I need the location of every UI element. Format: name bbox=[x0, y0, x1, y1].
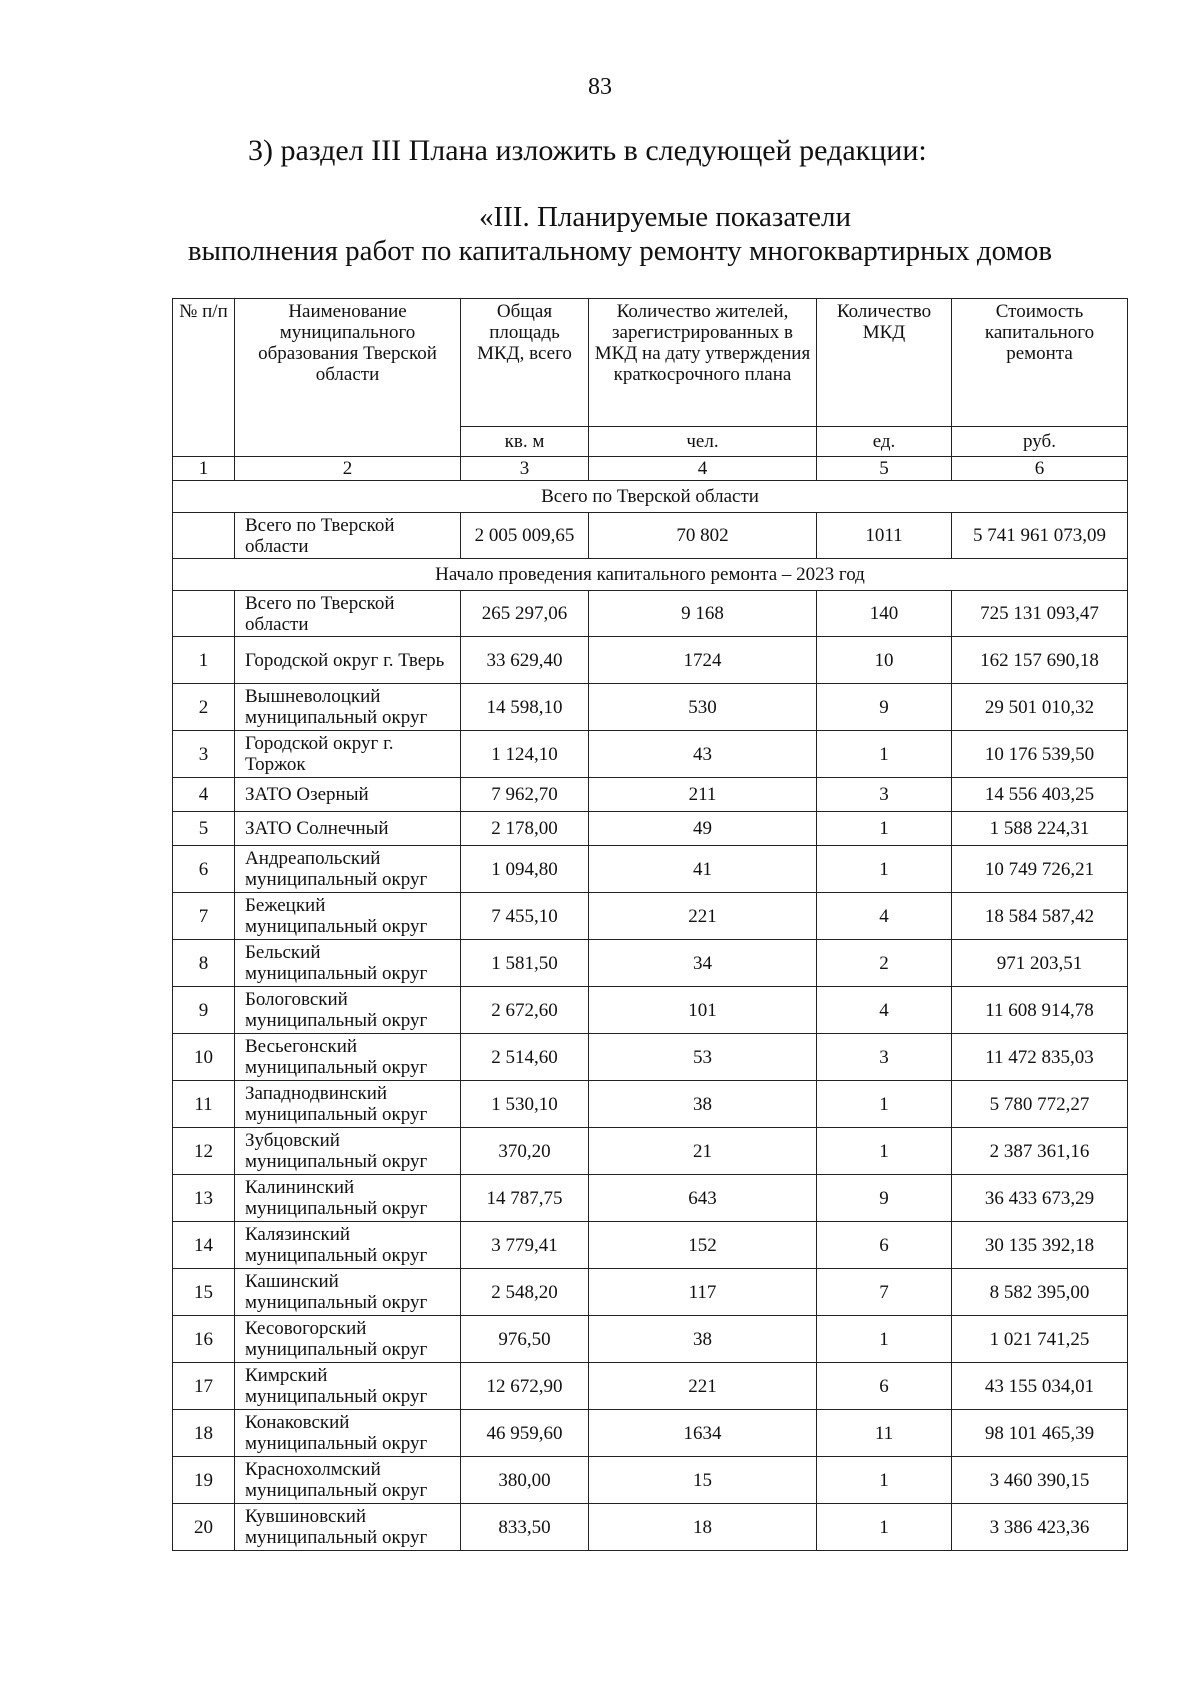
table-row bbox=[173, 1034, 1128, 1081]
row-mkd-count: 1 bbox=[817, 1316, 952, 1363]
section-heading-all: Всего по Тверской области bbox=[173, 481, 1128, 513]
row-area: 2 548,20 bbox=[461, 1269, 589, 1316]
row-cost: 43 155 034,01 bbox=[952, 1363, 1128, 1410]
row-num: 17 bbox=[173, 1363, 235, 1410]
instruction-text: 3) раздел III Плана изложить в следующей редакции: bbox=[248, 134, 927, 167]
row-num: 9 bbox=[173, 987, 235, 1034]
table-row bbox=[173, 846, 1128, 893]
row-name: Городской округ г. Тверь bbox=[235, 637, 461, 684]
row-mkd-count: 1 bbox=[817, 812, 952, 846]
row-mkd-count: 3 bbox=[817, 778, 952, 812]
unit-mkd-count: ед. bbox=[817, 427, 952, 457]
row-area: 976,50 bbox=[461, 1316, 589, 1363]
row-cost: 2 387 361,16 bbox=[952, 1128, 1128, 1175]
column-number: 4 bbox=[589, 457, 817, 481]
table-row bbox=[173, 1175, 1128, 1222]
header-row bbox=[173, 299, 1128, 427]
row-mkd-count: 6 bbox=[817, 1222, 952, 1269]
row-residents: 43 bbox=[589, 731, 817, 778]
row-mkd-count: 11 bbox=[817, 1410, 952, 1457]
row-name: Андреапольский муниципальный округ bbox=[235, 846, 461, 893]
table-row bbox=[173, 1128, 1128, 1175]
row-num: 11 bbox=[173, 1081, 235, 1128]
row-num: 15 bbox=[173, 1269, 235, 1316]
table-row bbox=[173, 893, 1128, 940]
row-num: 4 bbox=[173, 778, 235, 812]
row-mkd-count: 9 bbox=[817, 684, 952, 731]
row-num: 7 bbox=[173, 893, 235, 940]
grand-total-cost: 5 741 961 073,09 bbox=[952, 513, 1128, 559]
column-numbers-row bbox=[173, 457, 1128, 481]
row-num: 5 bbox=[173, 812, 235, 846]
row-cost: 11 472 835,03 bbox=[952, 1034, 1128, 1081]
row-mkd-count: 1 bbox=[817, 1504, 952, 1551]
row-residents: 643 bbox=[589, 1175, 817, 1222]
row-residents: 117 bbox=[589, 1269, 817, 1316]
row-name: Кимрский муниципальный округ bbox=[235, 1363, 461, 1410]
row-num: 2 bbox=[173, 684, 235, 731]
row-cost: 971 203,51 bbox=[952, 940, 1128, 987]
row-num: 1 bbox=[173, 637, 235, 684]
row-name: Конаковский муниципальный округ bbox=[235, 1410, 461, 1457]
row-cost: 3 386 423,36 bbox=[952, 1504, 1128, 1551]
row-mkd-count: 4 bbox=[817, 987, 952, 1034]
row-area: 33 629,40 bbox=[461, 637, 589, 684]
table-row bbox=[173, 940, 1128, 987]
row-area: 1 581,50 bbox=[461, 940, 589, 987]
row-residents: 49 bbox=[589, 812, 817, 846]
column-number: 2 bbox=[235, 457, 461, 481]
row-name: Калязинский муниципальный округ bbox=[235, 1222, 461, 1269]
grand-total-area: 2 005 009,65 bbox=[461, 513, 589, 559]
row-residents: 1634 bbox=[589, 1410, 817, 1457]
row-num: 14 bbox=[173, 1222, 235, 1269]
row-area: 833,50 bbox=[461, 1504, 589, 1551]
header-mkd-count: Количество МКД bbox=[817, 299, 952, 427]
section-title bbox=[0, 200, 1200, 268]
row-name: ЗАТО Солнечный bbox=[235, 812, 461, 846]
row-num: 8 bbox=[173, 940, 235, 987]
grand-total-name: Всего по Тверской области bbox=[235, 513, 461, 559]
row-area: 46 959,60 bbox=[461, 1410, 589, 1457]
row-mkd-count: 6 bbox=[817, 1363, 952, 1410]
row-area: 380,00 bbox=[461, 1457, 589, 1504]
row-cost: 98 101 465,39 bbox=[952, 1410, 1128, 1457]
row-num: 13 bbox=[173, 1175, 235, 1222]
row-residents: 38 bbox=[589, 1081, 817, 1128]
row-name: Кашинский муниципальный округ bbox=[235, 1269, 461, 1316]
row-mkd-count: 1 bbox=[817, 846, 952, 893]
row-cost: 1 588 224,31 bbox=[952, 812, 1128, 846]
row-cost: 1 021 741,25 bbox=[952, 1316, 1128, 1363]
row-area: 3 779,41 bbox=[461, 1222, 589, 1269]
row-name: Западнодвинский муниципальный округ bbox=[235, 1081, 461, 1128]
unit-cost: руб. bbox=[952, 427, 1128, 457]
row-num: 10 bbox=[173, 1034, 235, 1081]
table-header bbox=[173, 299, 1128, 457]
header-name: Наименование муниципального образования Тверской области bbox=[235, 299, 461, 457]
row-name: Бежецкий муниципальный округ bbox=[235, 893, 461, 940]
row-area: 14 598,10 bbox=[461, 684, 589, 731]
total-2023-residents: 9 168 bbox=[589, 591, 817, 637]
total-2023-name: Всего по Тверской области bbox=[235, 591, 461, 637]
grand-total-row bbox=[173, 513, 1128, 559]
row-cost: 5 780 772,27 bbox=[952, 1081, 1128, 1128]
row-mkd-count: 10 bbox=[817, 637, 952, 684]
column-number: 1 bbox=[173, 457, 235, 481]
row-num: 6 bbox=[173, 846, 235, 893]
grand-total-residents: 70 802 bbox=[589, 513, 817, 559]
table-row bbox=[173, 1081, 1128, 1128]
row-residents: 221 bbox=[589, 1363, 817, 1410]
column-number: 6 bbox=[952, 457, 1128, 481]
table-row bbox=[173, 812, 1128, 846]
row-cost: 11 608 914,78 bbox=[952, 987, 1128, 1034]
row-residents: 530 bbox=[589, 684, 817, 731]
row-residents: 21 bbox=[589, 1128, 817, 1175]
unit-area: кв. м bbox=[461, 427, 589, 457]
row-area: 2 178,00 bbox=[461, 812, 589, 846]
row-cost: 30 135 392,18 bbox=[952, 1222, 1128, 1269]
header-num: № п/п bbox=[173, 299, 235, 457]
row-name: Калининский муниципальный округ bbox=[235, 1175, 461, 1222]
row-name: Кувшиновский муниципальный округ bbox=[235, 1504, 461, 1551]
table-row bbox=[173, 731, 1128, 778]
header-cost: Стоимость капитального ремонта bbox=[952, 299, 1128, 427]
row-residents: 221 bbox=[589, 893, 817, 940]
table-row bbox=[173, 1269, 1128, 1316]
section-row-all bbox=[173, 481, 1128, 513]
row-residents: 41 bbox=[589, 846, 817, 893]
grand-total-num bbox=[173, 513, 235, 559]
total-2023-area: 265 297,06 bbox=[461, 591, 589, 637]
total-2023-cost: 725 131 093,47 bbox=[952, 591, 1128, 637]
row-num: 20 bbox=[173, 1504, 235, 1551]
row-mkd-count: 7 bbox=[817, 1269, 952, 1316]
header-area: Общая площадь МКД, всего bbox=[461, 299, 589, 427]
table-row bbox=[173, 1410, 1128, 1457]
row-area: 370,20 bbox=[461, 1128, 589, 1175]
row-area: 1 094,80 bbox=[461, 846, 589, 893]
row-residents: 18 bbox=[589, 1504, 817, 1551]
table-row bbox=[173, 637, 1128, 684]
row-mkd-count: 1 bbox=[817, 1457, 952, 1504]
row-mkd-count: 1 bbox=[817, 1081, 952, 1128]
row-name: Краснохолмский муниципальный округ bbox=[235, 1457, 461, 1504]
row-area: 2 514,60 bbox=[461, 1034, 589, 1081]
row-cost: 29 501 010,32 bbox=[952, 684, 1128, 731]
row-mkd-count: 3 bbox=[817, 1034, 952, 1081]
row-cost: 10 749 726,21 bbox=[952, 846, 1128, 893]
section-row-2023 bbox=[173, 559, 1128, 591]
row-residents: 38 bbox=[589, 1316, 817, 1363]
row-num: 18 bbox=[173, 1410, 235, 1457]
row-cost: 8 582 395,00 bbox=[952, 1269, 1128, 1316]
total-2023-mkd-count: 140 bbox=[817, 591, 952, 637]
row-num: 12 bbox=[173, 1128, 235, 1175]
table-row bbox=[173, 1504, 1128, 1551]
table-row bbox=[173, 987, 1128, 1034]
page-number: 83 bbox=[588, 74, 612, 100]
row-cost: 18 584 587,42 bbox=[952, 893, 1128, 940]
total-2023-row bbox=[173, 591, 1128, 637]
row-name: Зубцовский муниципальный округ bbox=[235, 1128, 461, 1175]
column-number: 3 bbox=[461, 457, 589, 481]
row-area: 7 455,10 bbox=[461, 893, 589, 940]
row-area: 1 124,10 bbox=[461, 731, 589, 778]
section-title-line-1: «III. Планируемые показатели bbox=[478, 201, 851, 233]
row-residents: 34 bbox=[589, 940, 817, 987]
row-area: 14 787,75 bbox=[461, 1175, 589, 1222]
row-mkd-count: 1 bbox=[817, 1128, 952, 1175]
row-name: Кесовогорский муниципальный округ bbox=[235, 1316, 461, 1363]
unit-residents: чел. bbox=[589, 427, 817, 457]
row-num: 16 bbox=[173, 1316, 235, 1363]
row-cost: 14 556 403,25 bbox=[952, 778, 1128, 812]
row-name: Городской округ г. Торжок bbox=[235, 731, 461, 778]
row-residents: 211 bbox=[589, 778, 817, 812]
row-num: 3 bbox=[173, 731, 235, 778]
row-cost: 10 176 539,50 bbox=[952, 731, 1128, 778]
row-area: 7 962,70 bbox=[461, 778, 589, 812]
row-residents: 53 bbox=[589, 1034, 817, 1081]
table-row bbox=[173, 1316, 1128, 1363]
row-mkd-count: 1 bbox=[817, 731, 952, 778]
row-cost: 162 157 690,18 bbox=[952, 637, 1128, 684]
row-name: ЗАТО Озерный bbox=[235, 778, 461, 812]
table-row bbox=[173, 1222, 1128, 1269]
row-area: 12 672,90 bbox=[461, 1363, 589, 1410]
section-heading-2023: Начало проведения капитального ремонта – 2023 год bbox=[173, 559, 1128, 591]
table-row bbox=[173, 1363, 1128, 1410]
table-row bbox=[173, 1457, 1128, 1504]
table-body bbox=[173, 457, 1128, 1551]
row-name: Весьегонский муниципальный округ bbox=[235, 1034, 461, 1081]
capital-repair-plan-table bbox=[172, 298, 1128, 1551]
row-cost: 36 433 673,29 bbox=[952, 1175, 1128, 1222]
header-residents: Количество жителей, зарегистрированных в МКД на дату утверждения краткосрочного плана bbox=[589, 299, 817, 427]
row-residents: 1724 bbox=[589, 637, 817, 684]
total-2023-num bbox=[173, 591, 235, 637]
row-mkd-count: 9 bbox=[817, 1175, 952, 1222]
section-title-line-2: выполнения работ по капитальному ремонту многоквартирных домов bbox=[187, 235, 1053, 267]
table-row bbox=[173, 778, 1128, 812]
row-name: Бологовский муниципальный округ bbox=[235, 987, 461, 1034]
row-residents: 15 bbox=[589, 1457, 817, 1504]
row-name: Вышневолоцкий муниципальный округ bbox=[235, 684, 461, 731]
row-mkd-count: 2 bbox=[817, 940, 952, 987]
row-cost: 3 460 390,15 bbox=[952, 1457, 1128, 1504]
row-mkd-count: 4 bbox=[817, 893, 952, 940]
column-number: 5 bbox=[817, 457, 952, 481]
row-name: Бельский муниципальный округ bbox=[235, 940, 461, 987]
row-area: 2 672,60 bbox=[461, 987, 589, 1034]
table-row bbox=[173, 684, 1128, 731]
grand-total-mkd-count: 1011 bbox=[817, 513, 952, 559]
row-residents: 152 bbox=[589, 1222, 817, 1269]
row-area: 1 530,10 bbox=[461, 1081, 589, 1128]
row-num: 19 bbox=[173, 1457, 235, 1504]
row-residents: 101 bbox=[589, 987, 817, 1034]
